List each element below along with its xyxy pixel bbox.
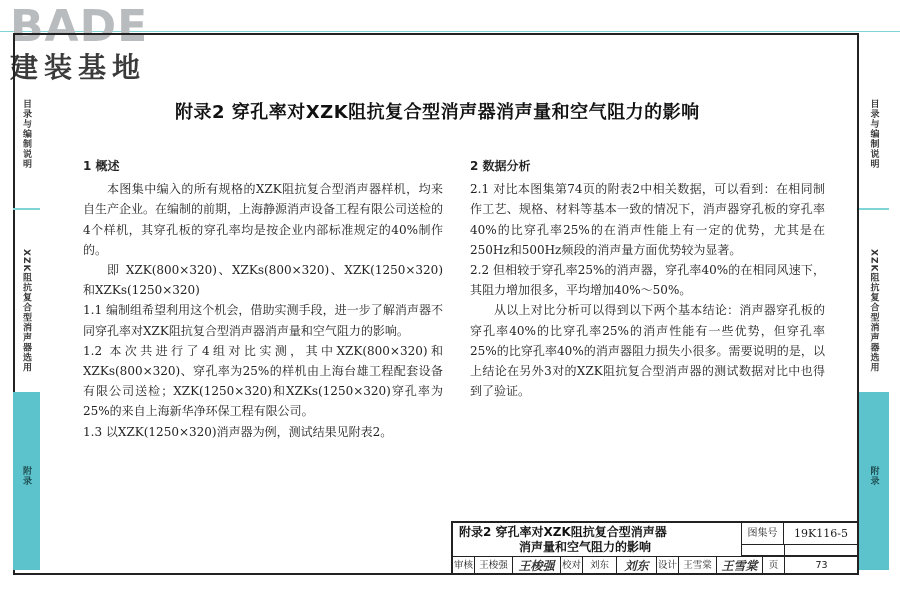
checker-signature: 刘东 [617, 557, 657, 575]
designer-name: 王雪棠 [679, 557, 717, 575]
side-tab-contents[interactable] [13, 95, 40, 207]
title-block [451, 521, 858, 574]
atlas-number: 19K116-5 [784, 523, 858, 545]
atlas-number-label: 图集号 [742, 523, 784, 545]
title-block-line2: 消声量和空气阻力的影响 [519, 540, 652, 554]
signature-row [453, 556, 858, 574]
page-label: 页 [763, 557, 785, 575]
paragraph: 本图集中编入的所有规格的XZK阻抗复合型消声器样机，均来自生产企业。在编制的前期，上海静源消声设备工程有限公司送检的4个样机，其穿孔板的穿孔率均是按企业内部标准规定的40%制作的。 [83, 182, 444, 257]
page-title: 附录2 穿孔率对XZK阻抗复合型消声器消声量和空气阻力的影响 [175, 102, 700, 123]
side-tab-label: 附录 [21, 466, 31, 486]
paragraph: 2.1 对比本图集第74页的附表2中相关数据，可以看到：在相同制作工艺、规格、材料等基本一致的情况下，消声器穿孔板的穿孔率40%的比穿孔率25%的在消声性能上有一定的优势，尤其是在250Hz和500Hz频段的消声量方面优势较为显著。 [470, 182, 825, 257]
side-tab-label: 目录与编制说明 [868, 99, 879, 169]
right-side-nav [859, 95, 889, 575]
paragraph: 1.1 编制组希望利用这个机会，借助实测手段，进一步了解消声器不同穿孔率对XZK阻抗复合型消声器消声量和空气阻力的影响。 [83, 303, 443, 338]
review-label: 审核 [453, 557, 475, 575]
reviewer-signature: 王梭强 [513, 557, 561, 575]
paragraph: 1.2 本次共进行了4组对比实测，其中XZK(800×320)和XZKs(800×320)、穿孔率为25%的样机由上海台雄工程配套设备有限公司送检；XZK(1250×320)和XZKs(1250×320)穿孔率为25%的来自上海新华净环保工程有限公司。 [83, 343, 443, 419]
section-analysis [470, 156, 825, 401]
check-label: 校对 [561, 557, 583, 575]
side-tab-selection[interactable] [859, 245, 889, 385]
side-tab-appendix[interactable] [859, 392, 889, 570]
title-block-line1: 附录2 穿孔率对XZK阻抗复合型消声器 [459, 525, 667, 539]
section-overview [83, 156, 443, 442]
side-tab-label: XZK阻抗复合型消声器选用 [21, 249, 31, 373]
designer-signature: 王雪棠 [717, 557, 763, 575]
design-label: 设计 [657, 557, 679, 575]
paragraph: 即 XZK(800×320)、XZKs(800×320)、XZK(1250×320)和XZKs(1250×320) [83, 263, 443, 298]
side-divider [13, 208, 40, 210]
side-tab-label: 附录 [868, 466, 879, 486]
section-heading: 1 概述 [83, 159, 120, 173]
side-tab-label: XZK阻抗复合型消声器选用 [868, 249, 879, 373]
side-tab-selection[interactable] [13, 245, 40, 385]
paragraph: 1.3 以XZK(1250×320)消声器为例，测试结果见附表2。 [83, 424, 393, 439]
side-divider [859, 208, 889, 210]
side-tab-contents[interactable] [859, 95, 889, 207]
logo-word: BADE [10, 1, 149, 52]
paragraph: 从以上对比分析可以得到以下两个基本结论：消声器穿孔板的穿孔率40%的比穿孔率25%的消声性能有一些优势，但穿孔率25%的比穿孔率40%的消声器阻力损失小很多。需要说明的是，以上结论在另外3对的XZK阻抗复合型消声器的测试数据对比中也得到了验证。 [470, 303, 825, 399]
side-tab-label: 目录与编制说明 [21, 99, 31, 169]
checker-name: 刘东 [583, 557, 617, 575]
page-number: 73 [815, 560, 828, 571]
title-block-title [453, 523, 742, 556]
section-heading: 2 数据分析 [470, 159, 531, 173]
logo-subtitle: 建装基地 [10, 51, 147, 84]
reviewer-name: 王梭强 [475, 557, 513, 575]
paragraph: 2.2 但相较于穿孔率25%的消声器，穿孔率40%的在相同风速下，其阻力增加很多，平均增加40%～50%。 [470, 263, 825, 298]
side-tab-appendix[interactable] [13, 392, 40, 570]
atlas-spacer [742, 545, 858, 556]
left-side-nav [13, 95, 40, 575]
